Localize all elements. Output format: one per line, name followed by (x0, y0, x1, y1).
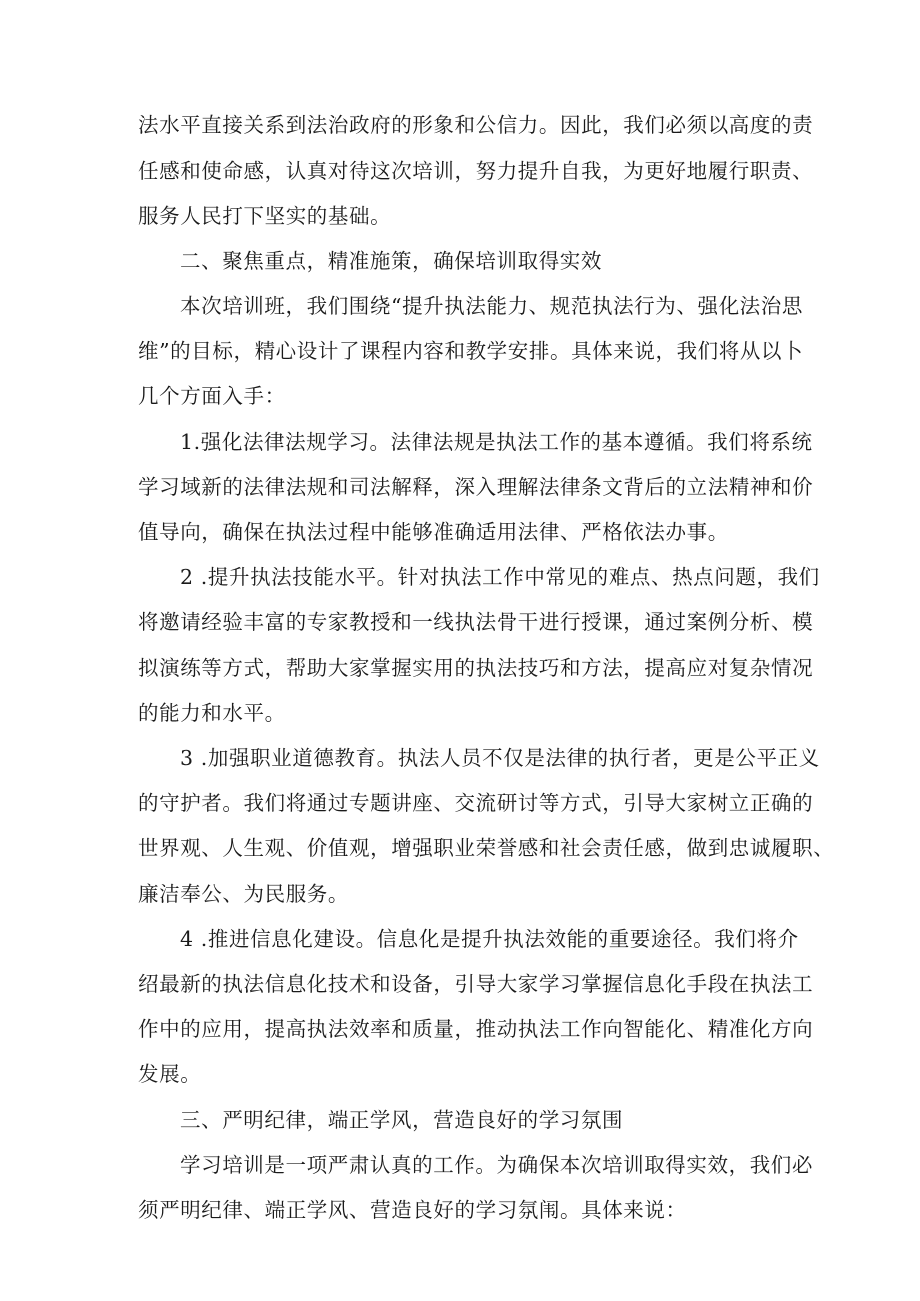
list-item-line: 2 .提升执法技能水平。针对执法工作中常见的难点、热点问题，我们 (180, 565, 820, 589)
list-item-line: 发展。 (138, 1062, 202, 1086)
paragraph-line: 几个方面入手： (138, 384, 286, 408)
list-item-line: 廉洁奉公、为民服务。 (138, 882, 349, 906)
list-item-line: 3 .加强职业道德教育。执法人员不仅是法律的执行者，更是公平正义 (180, 746, 820, 770)
list-item-line: 学习域新的法律法规和司法解释，深入理解法律条文背后的立法精神和价 (138, 475, 814, 499)
list-item-line: 将邀请经验丰富的专家教授和一线执法骨干进行授课，通过案例分析、模 (138, 610, 814, 634)
list-item-line: 的守护者。我们将通过专题讲座、交流研讨等方式，引导大家树立正确的 (138, 791, 814, 815)
paragraph-line: 法水平直接关系到法治政府的形象和公信力。因此，我们必须以高度的责 (138, 113, 814, 137)
paragraph-line: 本次培训班，我们围绕“提升执法能力、规范执法行为、强化法治思 (180, 294, 803, 318)
paragraph-line: 维”的目标，精心设计了课程内容和教学安排。具体来说，我们将从以卜 (138, 339, 804, 363)
section-heading: 三、严明纪律，端正学风，营造良好的学习氛围 (180, 1108, 624, 1132)
list-item-line: 作中的应用，提高执法效率和质量，推动执法工作向智能化、精准化方向 (138, 1017, 814, 1041)
list-item-line: 世界观、人生观、价值观，增强职业荣誉感和社会责任感，做到忠诚履职、 (138, 836, 835, 860)
paragraph-line: 任感和使命感，认真对待这次培训，努力提升自我，为更好地履行职责、 (138, 159, 814, 183)
list-item-line: 4 .推进信息化建设。信息化是提升执法效能的重要途径。我们将介 (180, 927, 799, 951)
list-item-line: 1.强化法律法规学习。法律法规是执法工作的基本遵循。我们将系统 (180, 430, 813, 454)
paragraph-line: 服务人民打下坚实的基础。 (138, 204, 392, 228)
section-heading: 二、聚焦重点，精准施策，确保培训取得实效 (180, 249, 602, 273)
list-item-line: 的能力和水平。 (138, 701, 286, 725)
paragraph-line: 须严明纪律、端正学风、营造良好的学习氛闱。具体来说： (138, 1198, 687, 1222)
list-item-line: 绍最新的执法信息化技术和设备，引导大家学习掌握信息化手段在执法工 (138, 972, 814, 996)
paragraph-line: 学习培训是一项严肃认真的工作。为确保本次培训取得实效，我们必 (180, 1153, 813, 1177)
list-item-line: 值导向，确保在执法过程中能够准确适用法律、严格依法办事。 (138, 520, 729, 544)
list-item-line: 拟演练等方式，帮助大家掌握实用的执法技巧和方法，提高应对复杂情况 (138, 656, 814, 680)
